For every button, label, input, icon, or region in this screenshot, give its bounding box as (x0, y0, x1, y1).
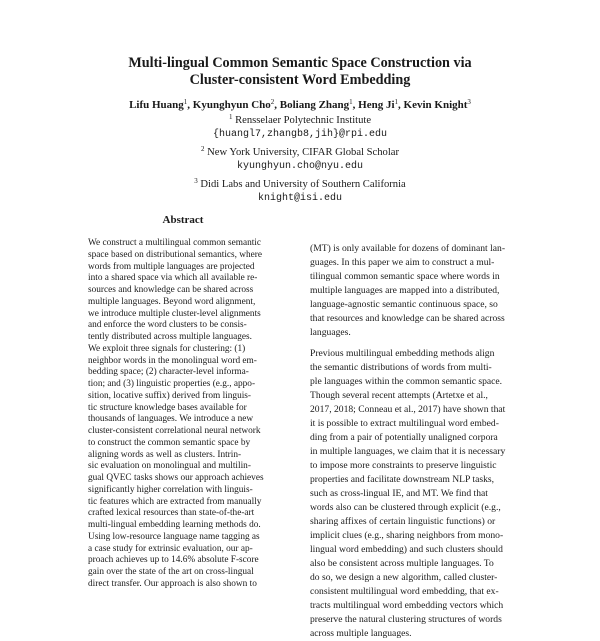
abstract-line: to construct the common semantic space by (88, 437, 251, 448)
affiliations (0, 110, 600, 206)
abstract-line: neighbor words in the monolingual word em- (88, 355, 257, 366)
affiliation-1: $^1$ Rensselaer Polytechnic Institute (228, 113, 372, 126)
abstract-line: gual QVEC tasks shows our approach achieves (88, 473, 264, 483)
abstract-line: We exploit three signals for clustering: (1) (88, 343, 246, 354)
abstract-line: aligning words as well as clusters. Intrin- (88, 449, 242, 460)
abstract-line: a case study for extrinsic evaluation, our ap- (88, 543, 253, 554)
intro-paragraph-2-line: it is possible to extract multilingual word embed- (310, 418, 499, 429)
abstract-line: We construct a multilingual common semantic (88, 238, 262, 248)
intro-paragraph-2-line: in multiple languages, we claim that it is necessary (310, 446, 506, 457)
affiliation-3: $^3$ Didi Labs and University of Southern California (194, 177, 406, 190)
intro-paragraph-1-line: multiple languages are mapped into a distributed, (310, 285, 500, 296)
abstract-line: tic features which are extracted from manually (88, 496, 262, 507)
abstract-line: words from multiple languages are projected (88, 261, 255, 272)
abstract-line: Using low-resource language name tagging as (88, 531, 260, 542)
intro-paragraph-2-line: the semantic distributions of words from multi- (310, 362, 492, 373)
intro-paragraph-2-line: ding from a pair of potentially unaligned corpora (310, 432, 498, 443)
author-affiliation-mark: 2 (270, 98, 275, 106)
abstract-line: crafted lexical resources than state-of-the-art (88, 508, 255, 519)
abstract-line: into a shared space via which all available re- (88, 273, 258, 284)
author-affiliation-mark: 1 (394, 98, 399, 106)
abstract-line: thousands of languages. We introduce a new (88, 414, 254, 425)
abstract-line: and enforce the word clusters to be consis- (88, 320, 247, 331)
abstract-line: tently distributed across multiple languages. (88, 332, 252, 342)
intro-paragraph-2-line: Previous multilingual embedding methods align (310, 348, 495, 359)
author: Kyunghyun Cho (192, 99, 271, 111)
intro-paragraph-1-line: tilingual common semantic space where words in (310, 271, 500, 282)
intro-paragraph-2-line: such as cross-lingual IE, and MT. We find that (310, 488, 488, 499)
abstract-line: significantly higher correlation with linguis- (88, 484, 253, 495)
intro-paragraph-2-line: Though several recent attempts (Artetxe et al., (310, 390, 488, 401)
intro-paragraph-2-line: implicit clues (e.g., sharing neighbors from mono- (310, 530, 504, 541)
abstract-line: we introduce multiple cluster-level alignments (88, 308, 261, 319)
intro-paragraph-2-line: words also can be clustered through explicit (e.g., (310, 502, 501, 513)
abstract-heading: Abstract (162, 214, 204, 226)
abstract-line: gain over the state of the art on cross-lingual (88, 567, 254, 577)
author: Heng Ji (358, 99, 395, 111)
intro-paragraph-2-line: lingual word embedding) and such clusters should (310, 544, 503, 555)
intro-paragraph-1-line: that resources and knowledge can be shared across (310, 313, 505, 324)
email-2: kyunghyun.cho@nyu.edu (236, 161, 364, 172)
abstract-line: bedding space; (2) character-level informa- (88, 367, 249, 378)
intro-paragraph-2-line: sharing affixes of certain linguistic functions) or (310, 516, 496, 527)
intro-paragraph-2-line: tracts multilingual word embedding vectors which (310, 600, 504, 611)
abstract-line: proach achieves up to 14.6% absolute F-score (88, 555, 259, 566)
author-affiliation-mark: 1 (183, 98, 188, 106)
intro-paragraph-1-line: guages. In this paper we aim to construct a mul- (310, 257, 495, 268)
abstract-line: cluster-consistent correlational neural network (88, 426, 261, 436)
intro-paragraph-1-line: language-agnostic semantic continuous space, so (310, 299, 498, 310)
intro-body (310, 242, 532, 641)
author: Boliang Zhang (279, 99, 350, 111)
abstract-line: space based on distributional semantics, where (88, 249, 263, 260)
abstract-line: sic evaluation on monolingual and multilin- (88, 461, 251, 472)
abstract-body (88, 238, 283, 591)
email-3: knight@isi.edu (257, 193, 342, 204)
intro-paragraph-2-line: properties and facilitate downstream NLP tasks, (310, 474, 495, 485)
intro-paragraph-2-line: preserve the natural clustering structures of words (310, 614, 502, 625)
paragraph-gap (310, 340, 532, 347)
author: Kevin Knight (403, 99, 468, 111)
abstract-line: sources and knowledge can be shared across (88, 285, 254, 295)
title-line-1: Multi-lingual Common Semantic Space Construction via (128, 55, 472, 71)
intro-paragraph-2-line: do so, we design a new algorithm, called cluster- (310, 572, 498, 583)
email-1: {huangl7,zhangb8,jih}@rpi.edu (212, 129, 388, 140)
abstract-line: direct transfer. Our approach is also shown to (88, 578, 257, 589)
intro-paragraph-2-line: across multiple languages. (310, 628, 412, 639)
author-list: Lifu Huang$^1$, Kyunghyun Cho$^2$, Boliang Zhang$^1$, Heng Ji$^1$, Kevin Knight$^3$ (129, 98, 471, 111)
paper-title (0, 55, 600, 89)
abstract-line: tic structure knowledge bases available for (88, 402, 247, 413)
affiliation-2: $^2$ New York University, CIFAR Global Scholar (200, 145, 399, 158)
intro-paragraph-1-line: languages. (310, 327, 351, 338)
intro-paragraph-2-line: ple languages within the common semantic space. (310, 376, 503, 387)
abstract-line: multi-lingual embedding learning methods do. (88, 520, 261, 530)
author-affiliation-mark: 3 (467, 98, 471, 106)
abstract-line: sition, locative suffix) derived from linguis- (88, 390, 252, 401)
abstract-line: tion; and (3) linguistic properties (e.g., appo- (88, 379, 256, 389)
title-line-2: Cluster-consistent Word Embedding (189, 72, 411, 88)
intro-paragraph-2-line: also be consistent across multiple languages. To (310, 558, 494, 569)
intro-paragraph-1-line: (MT) is only available for dozens of dominant lan- (310, 243, 506, 254)
abstract-line: multiple languages. Beyond word alignment, (88, 296, 256, 307)
intro-paragraph-2-line: 2017, 2018; Conneau et al., 2017) have shown that (310, 404, 506, 415)
author-affiliation-mark: 1 (349, 98, 353, 106)
intro-paragraph-2-line: to impose more constraints to preserve linguistic (310, 460, 497, 471)
author: Lifu Huang (129, 99, 184, 111)
intro-paragraph-2-line: consistent multilingual word embedding, that ex- (310, 586, 499, 597)
